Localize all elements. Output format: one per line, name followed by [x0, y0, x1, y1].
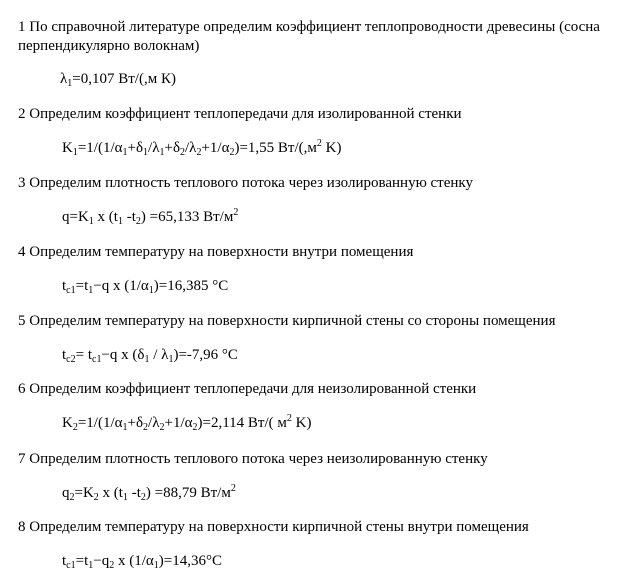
- step-7-formula: $q_2=K_2$ x ($t_1$ $-t_2) =88,79$ $Вт/м^2$: [62, 483, 236, 503]
- step-6-formula: $K_2=1/(1/\alpha_1+\delta_2/\lambda_2+1/\alpha_2)=2,114$ Вт/( $м^2$ K): [62, 413, 312, 433]
- step-2-formula: $K_1=1/(1/\alpha_1+\delta_1/\lambda_1+\delta_2/\lambda_2+1/\alpha_2)=1,55$ $Вт/(,м^2$ K): [62, 138, 342, 158]
- step-6-text: 6 Определим коэффициент теплопередачи для неизолированной стенки: [18, 381, 477, 397]
- step-5-formula: $t_{c2}= t_{c1}-q$ x $(\delta_1 / \lambda_1)=-7,96$ °C: [62, 347, 238, 365]
- step-1-text-line2: перпендикулярно волокнам): [18, 38, 200, 54]
- step-1-text-line1: 1 По справочной литературе определим коэффициент теплопроводности древесины (сосна: [18, 19, 600, 35]
- step-5-text: 5 Определим температуру на поверхности кирпичной стены со стороны помещения: [18, 313, 556, 329]
- step-7-text: 7 Определим плотность теплового потока через неизолированную стенку: [18, 451, 488, 467]
- step-4-text: 4 Определим температуру на поверхности внутри помещения: [18, 244, 414, 260]
- step-2-text: 2 Определим коэффициент теплопередачи для изолированной стенки: [18, 106, 462, 122]
- step-3-formula: $q=K_1$ x ($t_1$ $-t_2) =65,133$ $Вт/м^2$: [62, 207, 239, 227]
- step-1-formula: $\lambda_1=0,107$ Вт/(,м К): [60, 71, 176, 89]
- step-8-formula: $t_{c1}=t_1-q_2$ x $(1/\alpha_1)=14,36^\circ C$: [62, 553, 222, 571]
- step-3-text: 3 Определим плотность теплового потока через изолированную стенку: [18, 175, 474, 191]
- step-1-text: [18, 18, 600, 36]
- step-1-text-cont: [18, 37, 199, 55]
- step-8-text: 8 Определим температуру на поверхности кирпичной стены внутри помещения: [18, 519, 529, 535]
- step-4-formula: $t_{c1}=t_1-q$ x $(1/\alpha_1)=16,385$ °C: [62, 278, 229, 296]
